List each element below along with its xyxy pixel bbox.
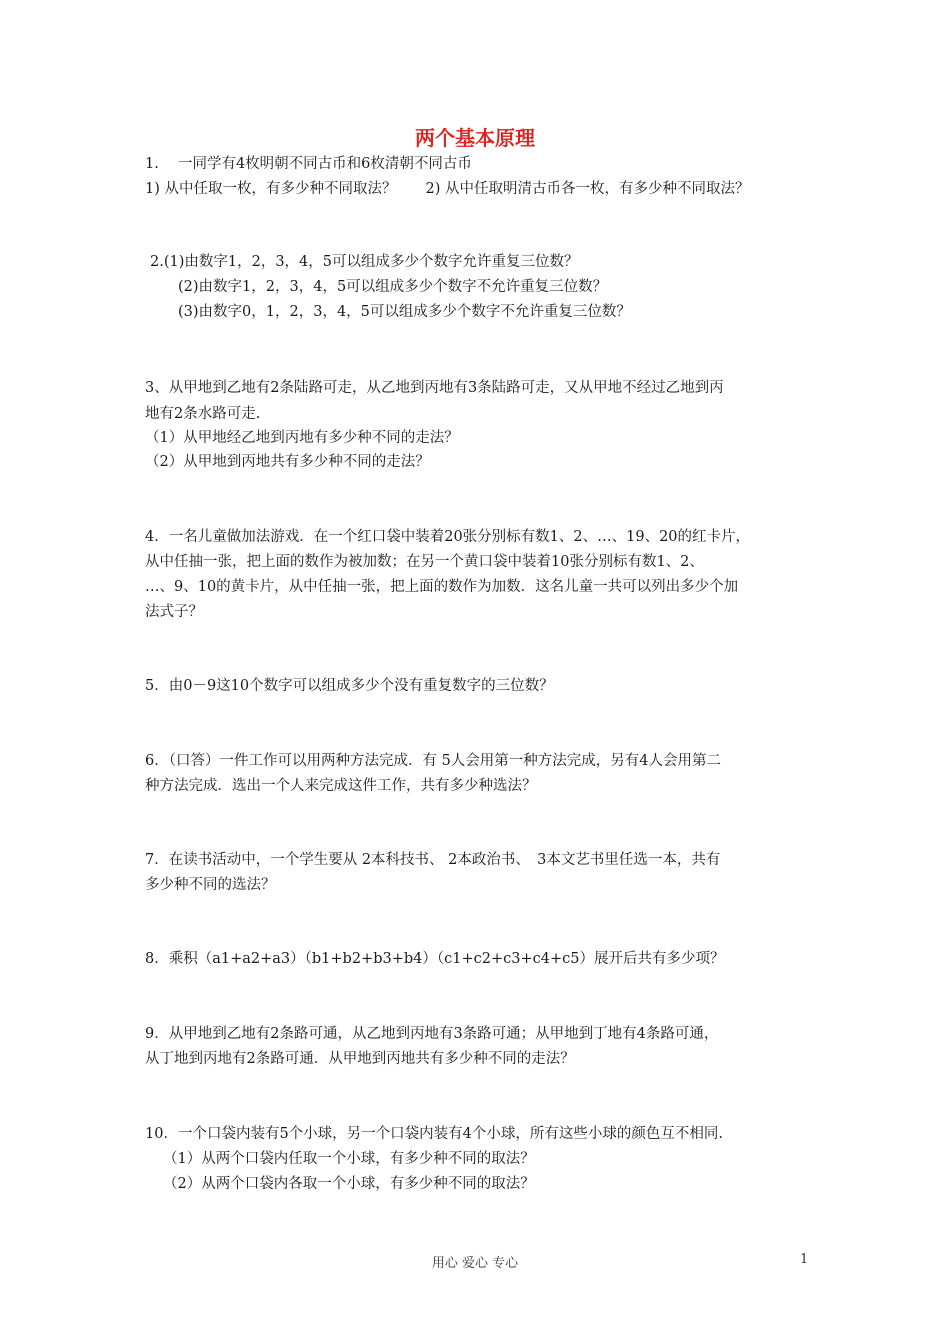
q3-line-4: （2）从甲地到丙地共有多少种不同的走法？ (145, 454, 430, 470)
q3-line-2: 地有2条水路可走. (145, 406, 261, 422)
q5-line-1: 5．由0－9这10个数字可以组成多少个没有重复数字的三位数？ (145, 678, 554, 694)
q4-line-4: 法式子？ (145, 604, 203, 620)
q7-line-2: 多少种不同的选法？ (145, 877, 276, 893)
q6-line-1: 6．（口答）一件工作可以用两种方法完成．有 5人会用第一种方法完成，另有4人会用第二 (145, 753, 722, 769)
q2-line-2: (2)由数字1，2，3，4，5可以组成多少个数字不允许重复三位数？ (178, 279, 608, 295)
page-number: 1 (800, 1252, 809, 1267)
q1-stem: 1. 一同学有4枚明朝不同古币和6枚清朝不同古币 (145, 156, 472, 172)
q7-line-1: 7．在读书活动中，一个学生要从 2本科技书、 2本政治书、 3本文艺书里任选一本，共有 (145, 852, 721, 868)
q8-line-1: 8．乘积（a1+a2+a3）（b1+b2+b3+b4）（c1+c2+c3+c4+c5）展开后共有多少项？ (145, 951, 725, 967)
page-title: 两个基本原理 (415, 126, 535, 150)
q10-line-2: （1）从两个口袋内任取一个小球，有多少种不同的取法？ (163, 1151, 535, 1167)
q9-line-1: 9．从甲地到乙地有2条路可通，从乙地到丙地有3条路可通；从甲地到丁地有4条路可通， (145, 1026, 719, 1042)
q10-line-1: 10．一个口袋内装有5个小球，另一个口袋内装有4个小球，所有这些小球的颜色互不相同. (145, 1126, 724, 1142)
q4-line-2: 从中任抽一张，把上面的数作为被加数；在另一个黄口袋中装着10张分别标有数1、2、 (145, 554, 704, 570)
q3-line-3: （1）从甲地经乙地到丙地有多少种不同的走法？ (145, 430, 459, 446)
q2-line-3: (3)由数字0，1，2，3，4，5可以组成多少个数字不允许重复三位数？ (178, 304, 631, 320)
q6-line-2: 种方法完成．选出一个人来完成这件工作，共有多少种选法？ (145, 778, 537, 794)
q9-line-2: 从丁地到丙地有2条路可通．从甲地到丙地共有多少种不同的走法？ (145, 1051, 575, 1067)
q3-line-1: 3、从甲地到乙地有2条陆路可走，从乙地到丙地有3条陆路可走，又从甲地不经过乙地到丙 (145, 380, 724, 396)
q4-line-1: 4．一名儿童做加法游戏．在一个红口袋中装着20张分别标有数1、2、…、19、20的红卡片， (145, 529, 751, 545)
q2-line-1: 2.(1)由数字1，2，3，4，5可以组成多少个数字允许重复三位数？ (150, 254, 579, 270)
q10-line-3: （2）从两个口袋内各取一个小球，有多少种不同的取法？ (163, 1176, 535, 1192)
footer-motto: 用心 爱心 专心 (431, 1256, 519, 1271)
q4-line-3: …、9、10的黄卡片，从中任抽一张，把上面的数作为加数．这名儿童一共可以列出多少个加 (145, 579, 739, 595)
q1-subquestions: 1) 从中任取一枚，有多少种不同取法？ 2) 从中任取明清古币各一枚，有多少种不同取法？ (145, 181, 750, 197)
